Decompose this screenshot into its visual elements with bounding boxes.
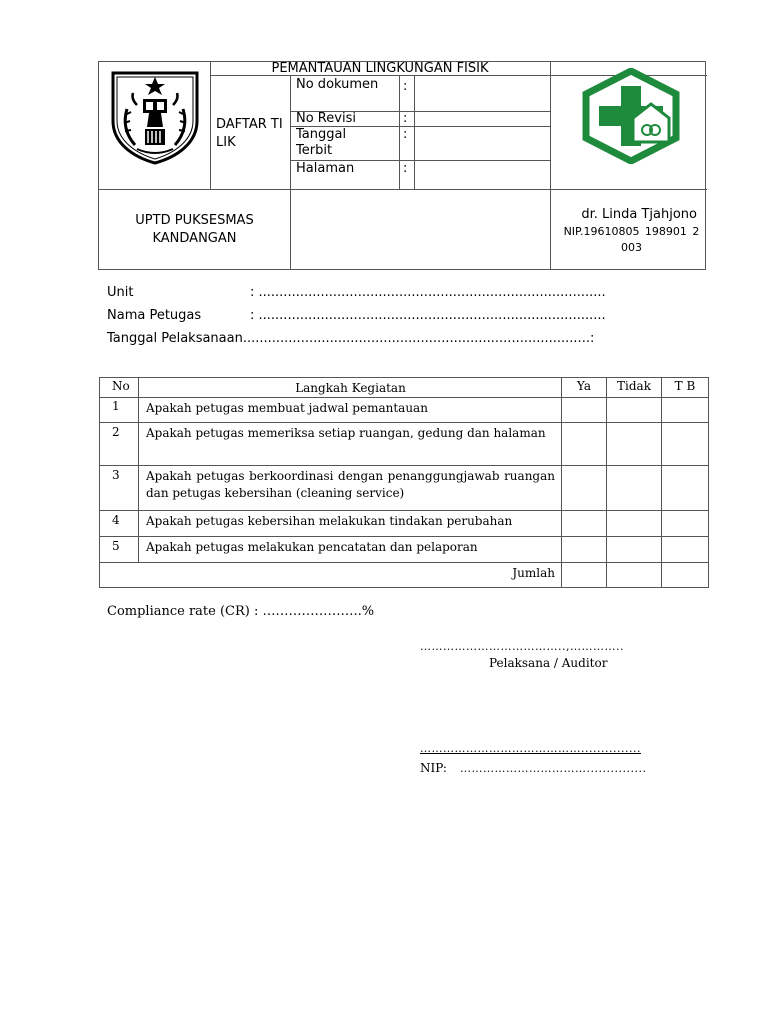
table-row: [100, 511, 709, 537]
row-number: 3: [100, 466, 139, 511]
unit-label: Unit: [107, 285, 134, 300]
cell-tidak-total[interactable]: [607, 563, 662, 588]
cell-ya[interactable]: [562, 466, 607, 511]
row-step: Apakah petugas berkoordinasi dengan penanggungjawab ruangan dan petugas kebersihan (cleaning service): [139, 466, 562, 511]
place-date-line: ………………………………..,…………..: [420, 640, 624, 653]
unit-field: : ....................................................................................: [250, 285, 606, 300]
column-header-no: No: [100, 378, 139, 398]
cell-ya-total[interactable]: [562, 563, 607, 588]
row-step: Apakah petugas kebersihan melakukan tindakan perubahan: [139, 511, 562, 537]
column-header-tidak: Tidak: [607, 378, 662, 398]
column-header-ya: Ya: [562, 378, 607, 398]
field-label-halaman: Halaman: [296, 161, 355, 176]
table-header-row: [100, 378, 709, 398]
field-separator: :: [403, 111, 408, 126]
cell-ya[interactable]: [562, 537, 607, 563]
nip-label: NIP:: [420, 761, 447, 775]
compliance-rate: Compliance rate (CR) : …………………..%: [107, 604, 375, 619]
tanggal-pelaksanaan-field: Tanggal Pelaksanaan....................................................................................:: [107, 331, 595, 346]
document-header: [98, 61, 706, 270]
cell-ya[interactable]: [562, 423, 607, 466]
petugas-field: : ....................................................................................: [250, 308, 606, 323]
row-number: 1: [100, 398, 139, 423]
table-row: [100, 423, 709, 466]
row-number: 2: [100, 423, 139, 466]
row-step: Apakah petugas melakukan pencatatan dan pelaporan: [139, 537, 562, 563]
institution-name: UPTD PUKSESMAS KANDANGAN: [135, 213, 254, 246]
nip-field: ……………………………...............: [460, 762, 647, 775]
table-row: [100, 398, 709, 423]
form-title: PEMANTAUAN LINGKUNGAN FISIK: [271, 61, 489, 76]
cell-tb[interactable]: [662, 511, 709, 537]
petugas-label: Nama Petugas: [107, 308, 202, 323]
signatory-name: dr. Linda Tjahjono: [581, 207, 697, 222]
cell-tb[interactable]: [662, 537, 709, 563]
field-label-tanggal-terbit: Tanggal Terbit: [296, 127, 347, 158]
total-label: Jumlah: [100, 563, 562, 588]
cell-tidak[interactable]: [607, 466, 662, 511]
field-separator: :: [403, 127, 408, 142]
field-label-no-revisi: No Revisi: [296, 111, 356, 126]
cell-tb[interactable]: [662, 423, 709, 466]
signature-line: ……………………………………...............: [420, 742, 641, 755]
field-label-no-dokumen: No dokumen: [296, 77, 379, 92]
cell-tidak[interactable]: [607, 423, 662, 466]
table-row: [100, 537, 709, 563]
table-row: [100, 466, 709, 511]
field-separator: :: [403, 79, 408, 94]
column-header-tb: T B: [662, 378, 709, 398]
cell-tb[interactable]: [662, 466, 709, 511]
regency-emblem-icon: [107, 69, 203, 165]
cell-tidak[interactable]: [607, 398, 662, 423]
cell-tidak[interactable]: [607, 511, 662, 537]
cell-ya[interactable]: [562, 511, 607, 537]
cell-ya[interactable]: [562, 398, 607, 423]
cell-tb-total[interactable]: [662, 563, 709, 588]
cell-tidak[interactable]: [607, 537, 662, 563]
cell-tb[interactable]: [662, 398, 709, 423]
row-number: 4: [100, 511, 139, 537]
signatory-nip: NIP.19610805 198901 2 003: [563, 225, 700, 254]
row-step: Apakah petugas membuat jadwal pemantauan: [139, 398, 562, 423]
column-header-step: Langkah Kegiatan: [139, 378, 562, 398]
row-step: Apakah petugas memeriksa setiap ruangan, gedung dan halaman: [139, 423, 562, 466]
row-number: 5: [100, 537, 139, 563]
auditor-role: Pelaksana / Auditor: [489, 656, 608, 670]
document-type: DAFTAR TILIK: [216, 117, 283, 150]
checklist-table: [99, 377, 709, 588]
puskesmas-logo-icon: [581, 68, 681, 164]
field-separator: :: [403, 161, 408, 176]
total-row: [100, 563, 709, 588]
